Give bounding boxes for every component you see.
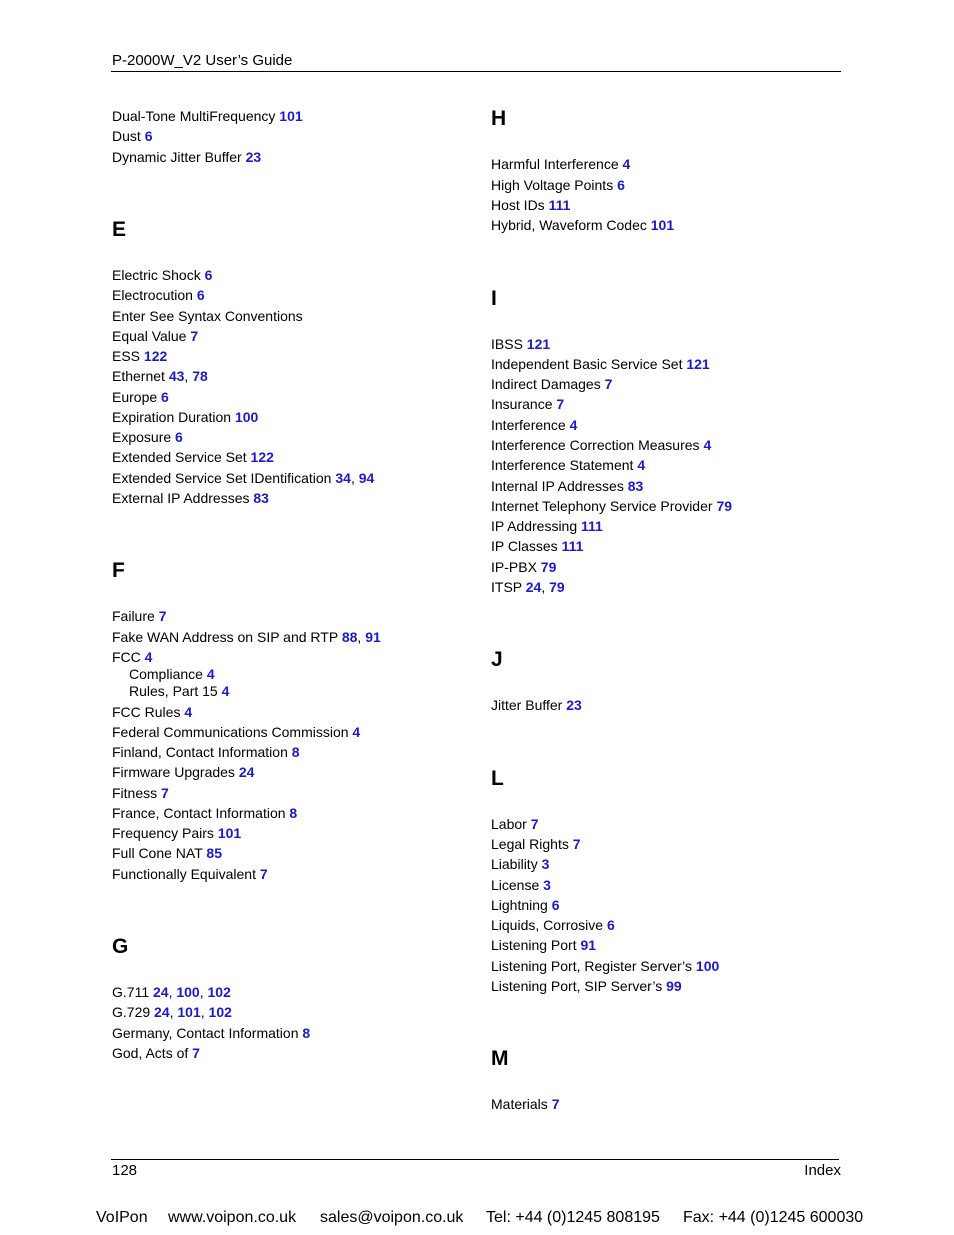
- index-term: IP Classes: [491, 538, 558, 554]
- index-term: France, Contact Information: [112, 805, 286, 821]
- page-reference-link[interactable]: 102: [207, 984, 231, 1000]
- page-reference-link[interactable]: 7: [192, 1045, 200, 1061]
- index-term: Enter See Syntax Conventions: [112, 308, 303, 324]
- page-reference-link[interactable]: 7: [161, 785, 169, 801]
- index-term: Harmful Interference: [491, 156, 619, 172]
- page-reference-link[interactable]: 6: [196, 287, 205, 303]
- index-entry: [112, 1025, 310, 1042]
- index-entry: [491, 538, 583, 555]
- page-reference-link[interactable]: 111: [561, 538, 584, 554]
- index-entry: [112, 744, 300, 761]
- index-term: Germany, Contact Information: [112, 1025, 299, 1041]
- page-reference-link[interactable]: 94: [358, 470, 375, 486]
- index-term: Equal Value: [112, 328, 187, 344]
- index-entry: [491, 897, 560, 914]
- page-reference-link[interactable]: 85: [206, 845, 222, 861]
- index-term: Internet Telephony Service Provider: [491, 498, 713, 514]
- page-reference-link[interactable]: 7: [259, 866, 268, 882]
- index-entry: Ethernet 43, 78: [112, 368, 208, 384]
- index-term: Electrocution: [112, 287, 193, 303]
- contact-info: www.voipon.co.uk: [168, 1209, 297, 1226]
- contact-info: Tel: +44 (0)1245 808195: [486, 1209, 660, 1226]
- contact-info: VoIPon: [96, 1209, 148, 1226]
- index-letter-heading: F: [112, 559, 125, 582]
- page-reference-link[interactable]: 4: [569, 417, 578, 433]
- page-reference-link[interactable]: 24: [153, 984, 169, 1000]
- index-term: Ethernet: [112, 368, 165, 384]
- page-reference-link[interactable]: 4: [221, 683, 230, 699]
- index-term: FCC: [112, 649, 141, 665]
- index-term: Extended Service Set: [112, 449, 247, 465]
- index-term: Expiration Duration: [112, 409, 232, 425]
- index-entry: [112, 724, 360, 741]
- index-entry: [491, 697, 582, 714]
- index-entry: Fake WAN Address on SIP and RTP 88, 91: [112, 629, 381, 645]
- index-entry: [112, 805, 297, 822]
- page-reference-link[interactable]: 78: [192, 368, 208, 384]
- page-reference-link[interactable]: 101: [217, 825, 242, 841]
- index-entry: ITSP 24, 79: [491, 579, 565, 595]
- page-reference-link[interactable]: 6: [161, 389, 169, 405]
- index-entry: [112, 649, 152, 666]
- index-term: Rules, Part 15: [129, 683, 218, 699]
- index-term: Listening Port, Register Server’s: [491, 958, 693, 974]
- index-term: Liability: [491, 856, 538, 872]
- index-entry: [491, 197, 570, 214]
- index-subentry: [129, 666, 215, 683]
- index-entry: [112, 267, 212, 284]
- page-reference-link[interactable]: 99: [666, 978, 682, 994]
- index-entry: [491, 958, 719, 975]
- index-term: Electric Shock: [112, 267, 201, 283]
- index-term: ITSP: [491, 579, 522, 595]
- contact-info: sales@voipon.co.uk: [320, 1209, 464, 1226]
- index-term: Firmware Upgrades: [112, 764, 235, 780]
- page-reference-link[interactable]: 23: [566, 697, 582, 713]
- page-reference-link[interactable]: 100: [234, 409, 259, 425]
- index-term: Listening Port, SIP Server’s: [491, 978, 663, 994]
- index-entry: [491, 937, 596, 954]
- index-term: Fitness: [112, 785, 158, 801]
- index-entry: [491, 417, 577, 434]
- index-entry: [112, 328, 198, 345]
- index-entry: [112, 825, 241, 842]
- index-entry: [112, 449, 274, 466]
- page-reference-link[interactable]: 24: [154, 1004, 170, 1020]
- index-entry: [112, 845, 222, 862]
- index-term: License: [491, 877, 540, 893]
- index-term: Legal Rights: [491, 836, 569, 852]
- index-entry: [491, 356, 710, 373]
- index-term: IP-PBX: [491, 559, 537, 575]
- page-reference-link[interactable]: 34: [335, 470, 351, 486]
- index-entry: [491, 156, 630, 173]
- index-term: Fake WAN Address on SIP and RTP: [112, 629, 338, 645]
- page-reference-link[interactable]: 6: [175, 429, 183, 445]
- index-term: Hybrid, Waveform Codec: [491, 217, 647, 233]
- page-reference-link[interactable]: 4: [622, 156, 631, 172]
- index-entry: [112, 128, 152, 145]
- section-name: Index: [804, 1162, 841, 1179]
- index-entry: [491, 457, 645, 474]
- page-reference-link[interactable]: 122: [250, 449, 274, 465]
- page-reference-link[interactable]: 7: [572, 836, 581, 852]
- index-entry: [112, 409, 258, 426]
- index-entry: [112, 490, 269, 507]
- page-reference-link[interactable]: 3: [543, 877, 551, 893]
- page-reference-link[interactable]: 6: [617, 177, 625, 193]
- index-term: God, Acts of: [112, 1045, 189, 1061]
- index-entry: [491, 478, 643, 495]
- index-entry: [491, 856, 549, 873]
- index-term: Compliance: [129, 666, 203, 682]
- index-term: Dynamic Jitter Buffer: [112, 149, 242, 165]
- index-term: Extended Service Set IDentification: [112, 470, 332, 486]
- index-entry: [491, 917, 615, 934]
- page-reference-link[interactable]: 7: [604, 376, 613, 392]
- index-term: G.711: [112, 984, 150, 1000]
- header-divider: [111, 71, 841, 72]
- page-reference-link[interactable]: 100: [695, 958, 720, 974]
- page-reference-link[interactable]: 111: [548, 197, 571, 213]
- index-letter-heading: H: [491, 107, 507, 130]
- index-term: Finland, Contact Information: [112, 744, 288, 760]
- index-term: Jitter Buffer: [491, 697, 563, 713]
- page-reference-link[interactable]: 91: [365, 629, 381, 645]
- page-reference-link[interactable]: 7: [551, 1096, 560, 1112]
- index-term: Interference Statement: [491, 457, 634, 473]
- index-term: Federal Communications Commission: [112, 724, 349, 740]
- page-reference-link[interactable]: 4: [352, 724, 361, 740]
- index-entry: [491, 877, 551, 894]
- index-term: Frequency Pairs: [112, 825, 214, 841]
- index-term: Dual-Tone MultiFrequency: [112, 108, 276, 124]
- index-entry: [112, 108, 303, 125]
- index-entry: [491, 816, 539, 833]
- index-entry: [112, 308, 303, 325]
- index-entry: [491, 836, 581, 853]
- page-reference-link[interactable]: 101: [650, 217, 675, 233]
- index-term: IBSS: [491, 336, 523, 352]
- index-term: Functionally Equivalent: [112, 866, 256, 882]
- page-reference-link[interactable]: 6: [144, 128, 153, 144]
- index-entry: Extended Service Set IDentification 34, 94: [112, 470, 375, 486]
- page-reference-link[interactable]: 102: [208, 1004, 232, 1020]
- page-reference-link[interactable]: 79: [540, 559, 557, 575]
- index-entry: [112, 1045, 200, 1062]
- page-reference-link[interactable]: 121: [526, 336, 551, 352]
- index-entry: [112, 704, 192, 721]
- index-term: Labor: [491, 816, 527, 832]
- index-term: Liquids, Corrosive: [491, 917, 604, 933]
- index-subentry: [129, 683, 229, 700]
- index-entry: [491, 1096, 559, 1113]
- index-entry: [112, 764, 254, 781]
- page-reference-link[interactable]: 83: [627, 478, 644, 494]
- index-term: Insurance: [491, 396, 553, 412]
- page-reference-link[interactable]: 7: [190, 328, 199, 344]
- index-entry: [491, 336, 550, 353]
- page-reference-link[interactable]: 4: [637, 457, 646, 473]
- page-reference-link[interactable]: 6: [204, 267, 213, 283]
- index-letter-heading: L: [491, 767, 504, 790]
- index-entry: [491, 559, 556, 576]
- index-term: Lightning: [491, 897, 548, 913]
- index-term: Internal IP Addresses: [491, 478, 624, 494]
- index-term: FCC Rules: [112, 704, 181, 720]
- index-entry: G.729 24, 101, 102: [112, 1004, 232, 1020]
- index-entry: [112, 287, 205, 304]
- page-reference-link[interactable]: 4: [144, 649, 153, 665]
- index-entry: [491, 376, 612, 393]
- index-term: ESS: [112, 348, 141, 364]
- page-reference-link[interactable]: 4: [184, 704, 193, 720]
- page-reference-link[interactable]: 79: [549, 579, 565, 595]
- index-term: Independent Basic Service Set: [491, 356, 683, 372]
- page-reference-link[interactable]: 8: [289, 805, 298, 821]
- page-reference-link[interactable]: 88: [341, 629, 358, 645]
- index-letter-heading: M: [491, 1047, 509, 1070]
- index-term: Materials: [491, 1096, 548, 1112]
- index-entry: [491, 177, 625, 194]
- page-reference-link[interactable]: 24: [525, 579, 542, 595]
- page-reference-link[interactable]: 7: [530, 816, 539, 832]
- page-reference-link[interactable]: 8: [291, 744, 300, 760]
- index-letter-heading: I: [491, 287, 497, 310]
- index-entry: [112, 785, 169, 802]
- index-term: IP Addressing: [491, 518, 578, 534]
- page-reference-link[interactable]: 101: [177, 1004, 201, 1020]
- page-number: 128: [112, 1162, 138, 1179]
- index-entry: [112, 348, 167, 365]
- index-entry: [491, 498, 732, 515]
- page-reference-link[interactable]: 4: [206, 666, 215, 682]
- page-reference-link[interactable]: 43: [168, 368, 185, 384]
- page-reference-link[interactable]: 83: [253, 490, 269, 506]
- index-entry: G.711 24, 100, 102: [112, 984, 231, 1000]
- index-term: Host IDs: [491, 197, 545, 213]
- index-term: Full Cone NAT: [112, 845, 203, 861]
- page-reference-link[interactable]: 7: [556, 396, 565, 412]
- page-reference-link[interactable]: 6: [606, 917, 615, 933]
- index-term: Failure: [112, 608, 155, 624]
- page-reference-link[interactable]: 6: [551, 897, 560, 913]
- index-term: Indirect Damages: [491, 376, 601, 392]
- index-term: External IP Addresses: [112, 490, 250, 506]
- index-letter-heading: E: [112, 218, 127, 241]
- page-reference-link[interactable]: 24: [238, 764, 255, 780]
- page-reference-link[interactable]: 23: [245, 149, 262, 165]
- index-entry: [112, 149, 261, 166]
- index-term: Europe: [112, 389, 158, 405]
- index-entry: [491, 978, 682, 995]
- index-entry: [491, 518, 603, 535]
- contact-info: Fax: +44 (0)1245 600030: [683, 1209, 864, 1226]
- document-title: P-2000W_V2 User’s Guide: [112, 52, 293, 69]
- page-reference-link[interactable]: 111: [581, 518, 603, 534]
- index-entry: [112, 608, 166, 625]
- index-term: High Voltage Points: [491, 177, 614, 193]
- footer-divider: [111, 1159, 839, 1160]
- page-reference-link[interactable]: 101: [279, 108, 303, 124]
- index-term: G.729: [112, 1004, 151, 1020]
- index-entry: [491, 437, 711, 454]
- index-entry: [491, 217, 674, 234]
- index-entry: [112, 429, 183, 446]
- index-term: Exposure: [112, 429, 172, 445]
- index-letter-heading: J: [491, 648, 503, 671]
- index-letter-heading: G: [112, 935, 129, 958]
- page-reference-link[interactable]: 121: [686, 356, 710, 372]
- index-term: Interference: [491, 417, 566, 433]
- index-term: Listening Port: [491, 937, 577, 953]
- index-entry: [112, 866, 268, 883]
- page-reference-link[interactable]: 7: [158, 608, 167, 624]
- page-reference-link[interactable]: 100: [176, 984, 200, 1000]
- page-reference-link[interactable]: 91: [580, 937, 597, 953]
- index-entry: [112, 389, 169, 406]
- page-reference-link[interactable]: 79: [716, 498, 733, 514]
- page-reference-link[interactable]: 122: [143, 348, 168, 364]
- index-term: Interference Correction Measures: [491, 437, 700, 453]
- index-entry: [491, 396, 564, 413]
- page-reference-link[interactable]: 4: [703, 437, 712, 453]
- index-term: Dust: [112, 128, 141, 144]
- page-reference-link[interactable]: 8: [302, 1025, 311, 1041]
- page-reference-link[interactable]: 3: [541, 856, 550, 872]
